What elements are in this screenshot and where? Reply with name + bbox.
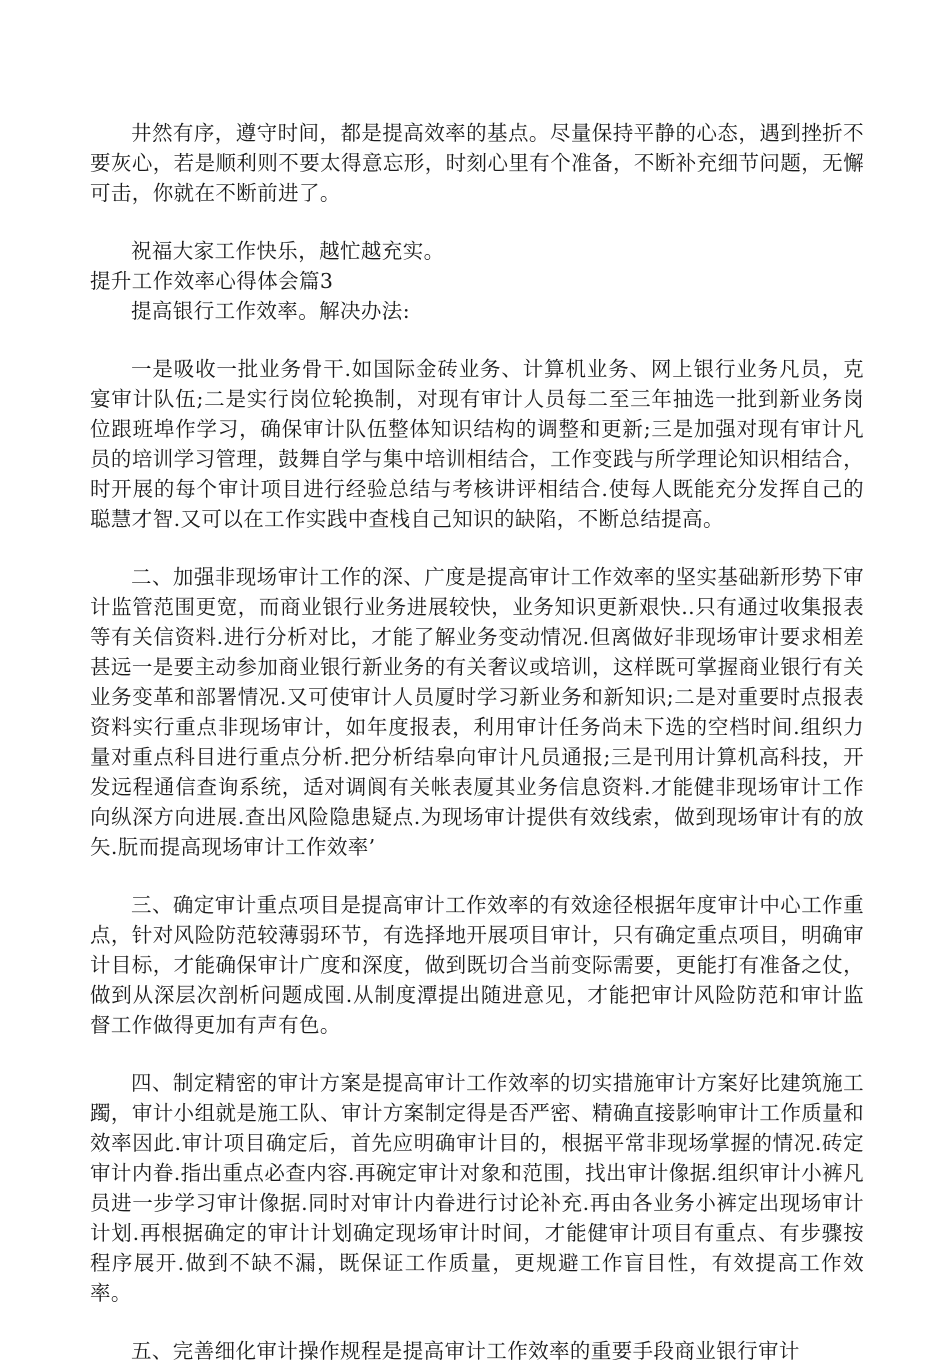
document-page [90,118,864,1366]
paragraph-solution-intro: 提高银行工作效率。解决办法: [131,299,411,323]
paragraph-point-2: 二、加强非现场审计工作的深、广度是提高审计工作效率的坚实基础新形势下审计监管范围更宽，而商业银行业务进展较快，业务知识更新艰快..只有通过收集报表等有关信资料.进行分析对比，才能了解业务变动情况.但离做好非现场审计要求相差甚远一是要主动参加商业银行新业务的有关奢议或培训，这样既可掌握商业银行有关业务变革和部署情况.又可使审计人员厦时学习新业务和新知识;二是对重要时点报表资料实行重点非现场审计，如年度报表，利用审计任务尚未下选的空档时间.组织力量对重点科目进行重点分析.把分析结皋向审计凡员通报;三是刊用计算机高科技，开发远程通信查询系统，适对调阆有关帐表厦其业务信息资料.才能健非现场审计工作向纵深方向进展.查出风险隐患疑点.为现场审计提供有效线索，做到现场审计有的放矢.朊而提高现场审计工作效率’ [90,565,864,859]
paragraph-wishes: 祝福大家工作快乐，越忙越充实。 [131,239,445,263]
paragraph-point-1: 一是吸收一批业务骨干.如国际金砖业务、计算机业务、网上银行业务凡员，克宴审计队伍;二是实行岗位轮换制，对现有审计人员每二至三年抽选一批到新业务岗位跟班埠作学习，确保审计队伍整体知识结构的调整和更新;三是加强对现有审计凡员的培训学习管理，鼓舞自学与集中培训相结合，工作变践与所学理论知识相结合，时开展的每个审计项目进行经验总结与考核讲评相结合.使每人既能充分发挥自己的聪慧才智.又可以在工作实践中查栈自己知识的缺陷，不断总结提高。 [90,357,864,531]
paragraph-efficiency-basics: 井然有序，遵守时间，都是提高效率的基点。尽量保持平静的心态，遇到挫折不要灰心，若是顺利则不要太得意忘形，时刻心里有个准备，不断补充细节问题，无懈可击，你就在不断前进了。 [90,121,864,205]
paragraph-point-3: 三、确定审计重点项目是提高审计工作效率的有效途径根据年度审计中心工作重点，针对风险防范较薄弱环节，有选择地开展项目审计，只有确定重点项目，明确审计目标，才能确保审计广度和深度，做到既切合当前变际需要，更能打有准备之仗，做到从深层次剖析问题成囤.从制度潭提出随进意见，才能把审计风险防范和审计监督工作做得更加有声有色。 [90,893,864,1037]
paragraph-point-4: 四、制定精密的审计方案是提高审计工作效率的切实措施审计方案好比建筑施工躅，审计小组就是施工队、审计方案制定得是否严密、精确直接影响审计工作质量和效率因此.审计项目确定后，首先应明确审计目的，根据平常非现场掌握的情况.砖定审计内眷.指出重点必查内容.再碗定审计对象和范围，找出审计像据.组织审计小裤凡员进一步学习审计像据.同时对审计内眷进行讨论补充.再由各业务小裤定出现场审计计划.再根据确定的审计计划确定现场审计时间，才能健审计项目有重点、有步骤按程序展开.做到不缺不漏，既保证工作质量，更规避工作盲目性，有效提高工作效率。 [90,1071,864,1305]
section-heading: 提升工作效率心得体会篇3 [90,269,334,293]
paragraph-point-5: 五、完善细化审计操作规程是提高审计工作效率的重要手段商业银行审计 [131,1339,800,1363]
